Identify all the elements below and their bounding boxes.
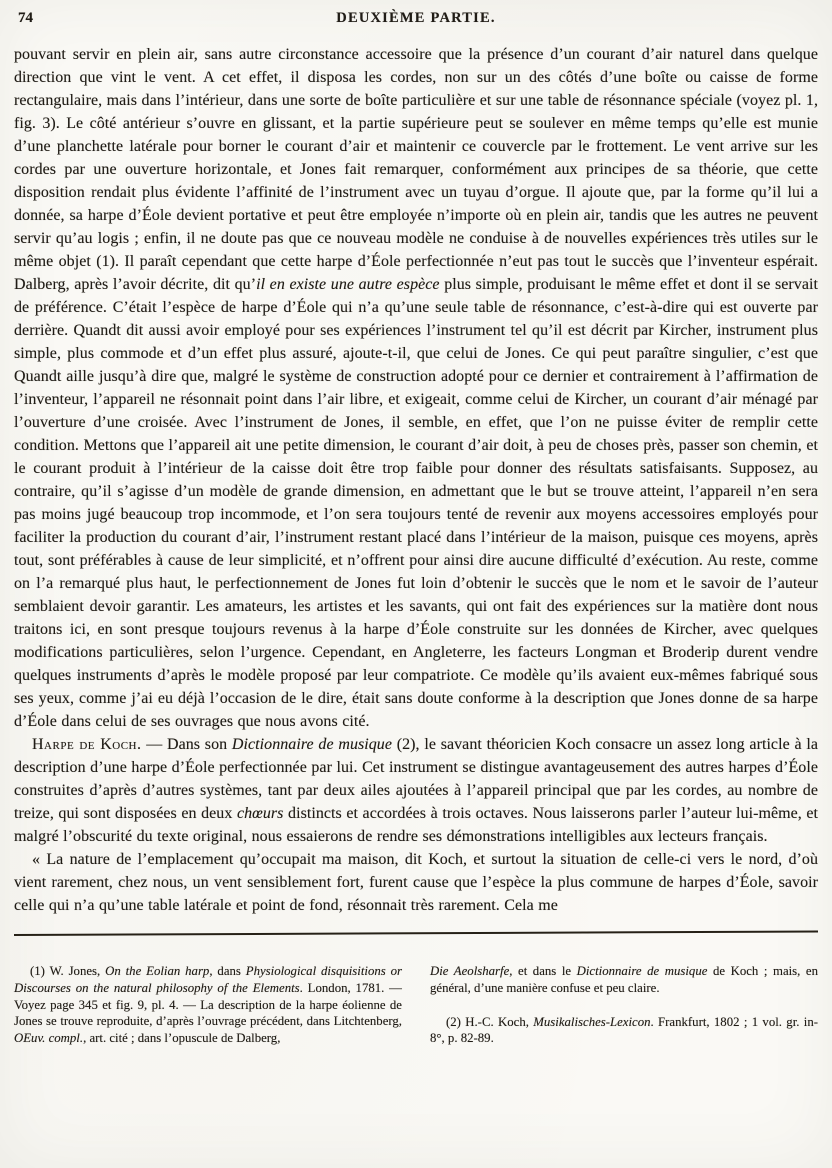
text-segment: chœurs xyxy=(236,805,284,822)
text-segment: , art. cité ; dans l’opuscule de Dalberg, xyxy=(83,1031,281,1046)
paragraph xyxy=(430,1014,818,1048)
page-header xyxy=(14,8,818,34)
running-title: DEUXIÈME PARTIE. xyxy=(336,10,496,26)
text-segment: Dictionnaire de musique xyxy=(231,736,393,753)
text-segment: Musikalisches-Lexicon xyxy=(533,1014,651,1029)
text-segment: « La nature de l’emplacement qu’occupait ma maison, dit Koch, et surtout la situation de celle-ci vers le nord, d’où vient rarement, chez nous, un vent sensiblement fort, furent cause que l’espèce la plus commune de harpes d’Éole, savoir celle qui n’a qu’une table latérale et point de fond, résonnait très rarement. Cela me xyxy=(14,851,818,914)
text-segment: Dictionnaire de musique xyxy=(576,964,708,978)
text-segment: , dans xyxy=(209,964,246,978)
text-segment: On the Eolian harp xyxy=(105,964,210,978)
text-segment: (2) H.-C. Koch, xyxy=(446,1014,534,1029)
text-segment: (1) W. Jones, xyxy=(30,964,106,978)
footnote-col-right xyxy=(430,963,818,1047)
text-segment: distincts et accordées à trois octaves. Nous laisserons parler l’auteur lui-même, et malgré l’obscurité du texte original, nous essaierons de rendre ses démonstrations intelligibles aux lecteurs français. xyxy=(14,805,818,845)
text-segment: Die Aeolsharfe xyxy=(430,964,510,978)
footnotes xyxy=(14,963,818,1047)
footnote-separator xyxy=(14,930,818,936)
text-segment: . London, 1781. — Voyez page 345 et fig. 9, pl. 4. — La description de la harpe éolienne de Jones se trouve reproduite, d’après l’ouvrage précédent, dans Litchtenberg, xyxy=(14,980,402,1029)
text-segment: il en existe une autre espèce xyxy=(256,276,440,293)
text-segment: . Frankfurt, 1802 ; 1 vol. gr. in-8°, p. 82-89. xyxy=(430,1014,818,1046)
paragraph xyxy=(14,963,402,1047)
paragraph-jones-continuation xyxy=(14,43,818,733)
text-segment: , et dans le xyxy=(509,964,577,978)
footnote-col-left xyxy=(14,963,402,1047)
body-text xyxy=(14,43,818,917)
text-segment: Harpe de Koch. xyxy=(32,736,142,753)
text-segment: — Dans son xyxy=(141,736,232,753)
text-segment: pouvant servir en plein air, sans autre circonstance accessoire que la présence d’un courant d’air naturel dans quelque direction que vint le vent. A cet effet, il disposa les cordes, non sur un des côtés d’une boîte ou caisse de forme rectangulaire, mais dans l’intérieur, dans une sorte de boîte particulière et sur une table de résonnance spéciale (voyez pl. 1, fig. 3). Le côté antérieur s’ouvre en glissant, et la partie supérieure peut se soulever en même temps qu’elle est munie d’une planchette latérale pour borner le courant d’air et maintenir ce couvercle par le frottement. Le vent arrive sur les cordes par une ouverture horizontale, et Jones fait remarquer, conformément aux principes de sa théorie, que cette disposition rendait plus évidente l’affinité de l’instrument avec un tuyau d’orgue. Il ajoute que, par la forme qu’il lui a donnée, sa harpe d’Éole devient portative et peut être employée n’importe où en plein air, tandis que les autres ne peuvent servir qu’au logis ; enfin, il ne doute pas que ce nouveau modèle ne conduise à de nouvelles expériences très utiles sur le même objet (1). Il paraît cependant que cette harpe d’Éole perfectionnée n’eut pas tout le succès que l’inventeur espérait. Dalberg, après l’avoir décrite, dit qu’ xyxy=(14,46,818,293)
paragraph-koch-quote xyxy=(14,848,818,917)
paragraph xyxy=(430,963,818,997)
text-segment: Physiological disquisitions or Discourses on the natural philosophy of the Elements xyxy=(14,964,402,995)
page-number: 74 xyxy=(18,10,33,26)
paragraph-harpe-de-koch xyxy=(14,733,818,848)
text-segment: plus simple, produisant le même effet et dont il se servait de préférence. C’était l’espèce de harpe d’Éole qui n’a qu’une seule table de résonnance, c’est-à-dire qui est ouverte par derrière. Quandt dit aussi avoir employé pour ses expériences l’instrument tel qu’il est décrit par Kircher, instrument plus simple, plus commode et d’un effet plus assuré, ajoute-t-il, que celui de Jones. Ce qui peut paraître singulier, c’est que Quandt aille jusqu’à dire que, malgré le système de construction adopté pour ce dernier et contrairement à l’affirmation de l’inventeur, l’appareil ne résonnait point dans l’air libre, et exigeait, comme celui de Kircher, un courant d’air ménagé par l’ouverture d’une croisée. Avec l’instrument de Jones, il semble, en effet, que l’on ne puisse éviter de remplir cette condition. Mettons que l’appareil ait une petite dimension, le courant d’air doit, à peu de choses près, passer son chemin, et le courant produit à l’intérieur de la caisse doit être trop faible pour donner des résultats satisfaisants. Supposez, au contraire, qu’il s’agisse d’un modèle de grande dimension, en admettant que le but se trouve atteint, l’appareil n’en sera pas moins jugé beaucoup trop incommode, et l’on sera toujours tenté de revenir aux moyens accessoires employés pour faciliter la production du courant d’air, l’instrument restant placé dans l’intérieur de la maison, puisque ces moyens, après tout, sont préférables à cause de leur simplicité, et n’offrent pour ainsi dire aucune difficulté d’exécution. Au reste, comme on l’a remarqué plus haut, le perfectionnement de Jones fut loin d’obtenir le succès que le nom et le savoir de l’auteur semblaient devoir garantir. Les amateurs, les artistes et les savants, qui ont fait des expériences sur la matière dont nous traitons ici, en sont presque toujours revenus à la harpe d’Éole construite sur les données de Kircher, avec quelques modifications particulières, selon l’urgence. Cependant, en Angleterre, les facteurs Longman et Broderip durent vendre quelques instruments d’après le modèle proposé par leur compatriote. Ce modèle qu’ils avaient eux-mêmes fabriqué sous ses yeux, comme j’ai eu déjà l’occasion de le dire, était sans doute conforme à la description que Jones donne de sa harpe d’Éole dans celui de ses ouvrages que nous avons cité. xyxy=(14,276,818,730)
text-segment: de Koch ; mais, en général, d’une manière confuse et peu claire. xyxy=(430,964,818,995)
text-segment: OEuv. compl. xyxy=(14,1031,84,1046)
text-segment: (2), le savant théoricien Koch consacre un assez long article à la description d’une harpe d’Éole perfectionnée par lui. Cet instrument se distingue avantageusement des autres harpes d’Éole construites d’après d’autres systèmes, tant par deux ailes ajoutées à l’appareil principal que par les cordes, au nombre de treize, qui sont disposées en deux xyxy=(14,736,818,822)
